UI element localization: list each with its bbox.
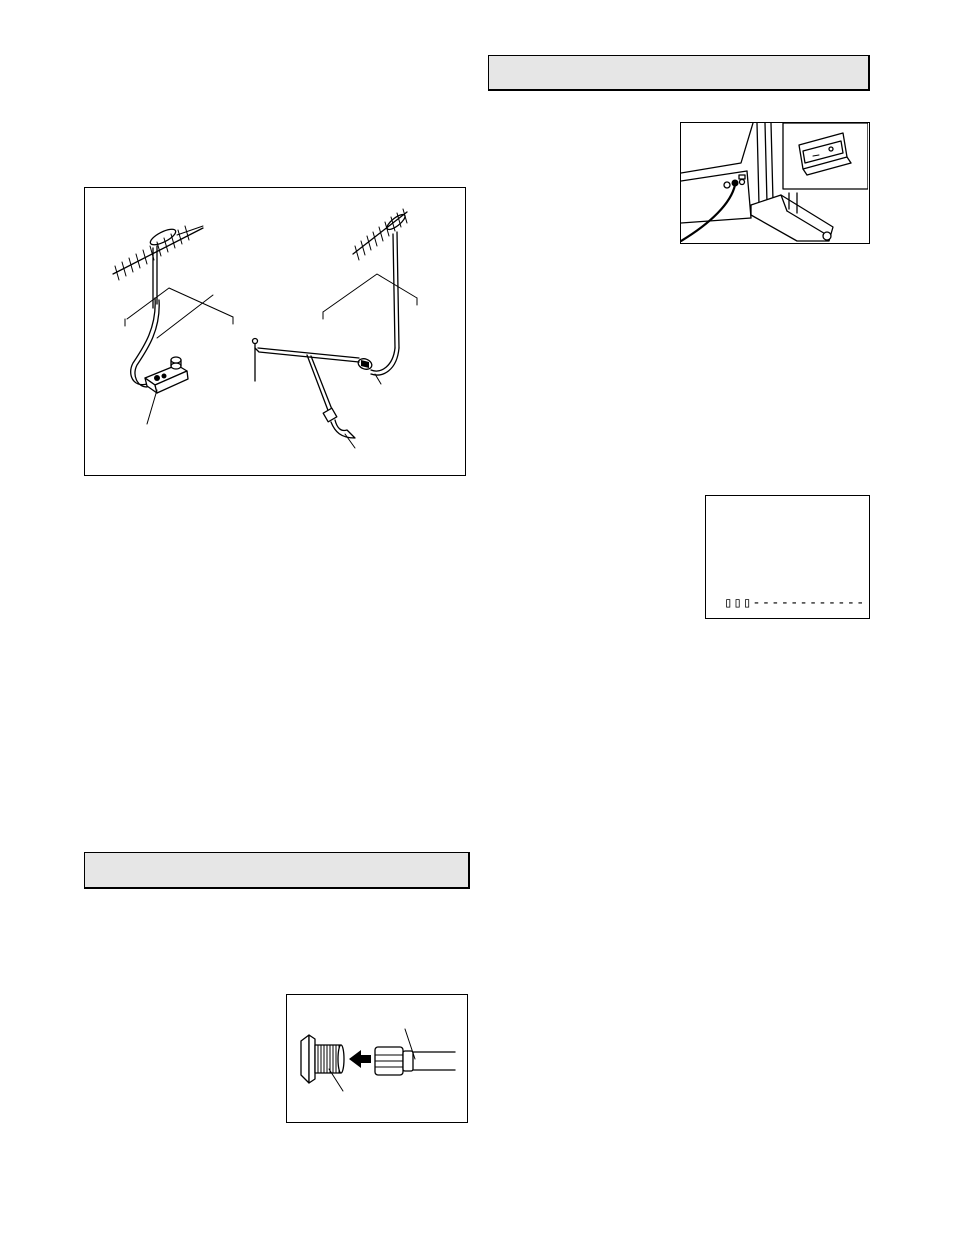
antenna-connection-figure	[84, 187, 466, 476]
twin-lead-icon	[253, 339, 360, 414]
power-switch-icon	[783, 123, 868, 189]
arrow-left-icon	[349, 1050, 371, 1068]
antenna-icon	[113, 226, 233, 338]
section-header-bar-top-right	[488, 55, 870, 91]
section-header-bar-bottom-left	[84, 852, 470, 889]
threaded-jack-icon	[301, 1035, 344, 1091]
coax-connection-figure	[286, 994, 468, 1123]
on-screen-display-figure	[705, 495, 870, 619]
coax-plug-icon	[375, 1029, 455, 1075]
connector-icon	[357, 357, 374, 371]
antenna-icon	[323, 209, 417, 348]
amplifier-icon	[145, 357, 188, 424]
cable-icon	[371, 348, 399, 384]
connector-icon	[323, 408, 355, 448]
tv-back-panel-figure	[680, 122, 870, 244]
cable-icon	[681, 185, 735, 241]
osd-channel-indicator: ▯▯▯‐‐‐‐‐‐‐‐‐‐‐‐	[724, 595, 866, 611]
